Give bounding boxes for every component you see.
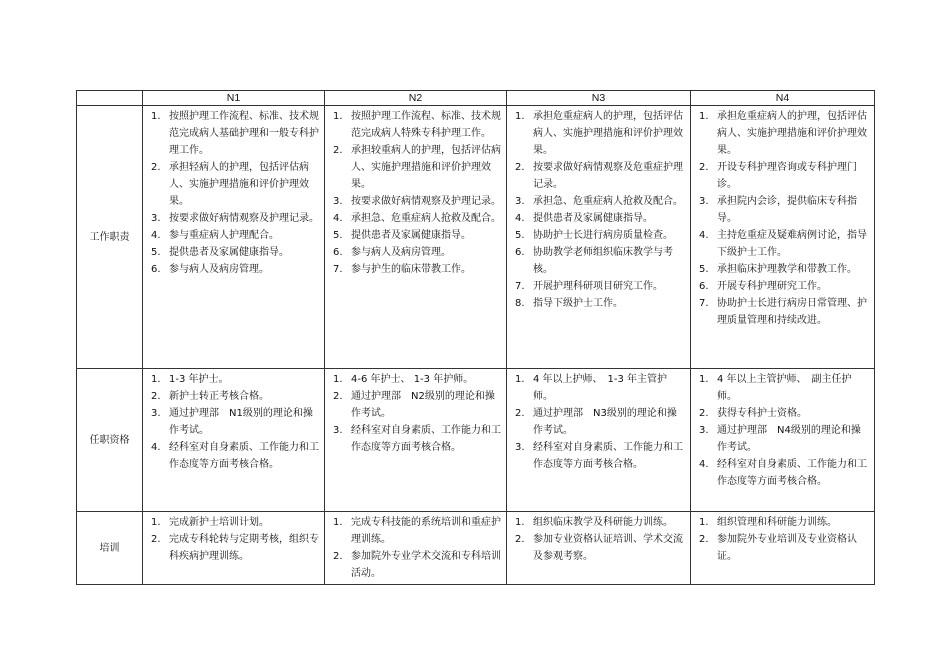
list-item-number: 4. (515, 213, 525, 224)
list-item-text: 协助护士长进行病房质量检查。 (533, 230, 673, 241)
list-item (695, 108, 870, 159)
list-item-text: 通过护理部 N2级别的理论和操作考试。 (351, 391, 495, 419)
list-item-number: 3. (515, 196, 525, 207)
numbered-list (147, 514, 320, 565)
list-item (329, 422, 502, 456)
list-item-number: 3. (515, 442, 525, 453)
list-item (695, 295, 870, 329)
list-item-number: 7. (699, 298, 709, 309)
list-item-number: 3. (333, 425, 343, 436)
list-item-number: 4. (333, 213, 343, 224)
list-item-number: 3. (151, 213, 161, 224)
list-item-number: 4. (151, 230, 161, 241)
table-cell (143, 106, 325, 369)
list-item-text: 获得专科护士资格。 (717, 408, 807, 419)
table-row (77, 512, 875, 585)
list-item (147, 405, 320, 439)
table-cell (691, 106, 875, 369)
list-item-text: 按要求做好病情观察及护理记录。 (351, 196, 501, 207)
list-item (695, 193, 870, 227)
row-label: 培训 (77, 512, 143, 585)
list-item-text: 完成新护士培训计划。 (169, 517, 269, 528)
list-item-number: 5. (333, 230, 343, 241)
list-item (511, 278, 686, 295)
list-item-number: 2. (151, 534, 161, 545)
list-item (511, 405, 686, 439)
list-item (511, 244, 686, 278)
numbered-list (695, 514, 870, 565)
list-item-text: 经科室对自身素质、工作能力和工作态度等方面考核合格。 (169, 442, 319, 470)
list-item-text: 开展护理科研项目研究工作。 (533, 281, 663, 292)
list-item-text: 参与护生的临床带教工作。 (351, 264, 471, 275)
list-item (147, 371, 320, 388)
list-item-number: 1. (333, 111, 343, 122)
list-item-number: 2. (333, 391, 343, 402)
list-item (147, 514, 320, 531)
list-item-text: 承担危重症病人的护理，包括评估病人、实施护理措施和评价护理效果。 (533, 111, 683, 156)
header-cell-blank (77, 91, 143, 106)
list-item-number: 4. (699, 230, 709, 241)
list-item-text: 新护士转正考核合格。 (169, 391, 269, 402)
table-row (77, 106, 875, 369)
table-cell (507, 512, 691, 585)
list-item (511, 295, 686, 312)
list-item-text: 按要求做好病情观察及危重症护理记录。 (533, 162, 683, 190)
list-item-text: 开展专科护理研究工作。 (717, 281, 827, 292)
list-item (329, 244, 502, 261)
list-item-number: 1. (333, 517, 343, 528)
table-cell (507, 106, 691, 369)
list-item-number: 2. (699, 408, 709, 419)
table-cell (507, 369, 691, 512)
list-item (511, 439, 686, 473)
list-item (695, 531, 870, 565)
list-item (329, 388, 502, 422)
table-cell (143, 369, 325, 512)
list-item (511, 159, 686, 193)
list-item (329, 514, 502, 548)
list-item-text: 主持危重症及疑难病例讨论，指导下级护士工作。 (717, 230, 867, 258)
list-item-text: 4 年以上主管护师、 副主任护师。 (717, 374, 852, 402)
list-item-number: 7. (333, 264, 343, 275)
list-item (695, 227, 870, 261)
list-item (695, 278, 870, 295)
list-item (147, 159, 320, 210)
list-item-number: 4. (699, 459, 709, 470)
list-item-text: 参与重症病人护理配合。 (169, 230, 279, 241)
table-cell (143, 512, 325, 585)
list-item-number: 1. (699, 374, 709, 385)
list-item-number: 2. (333, 551, 343, 562)
list-item (329, 193, 502, 210)
list-item (329, 108, 502, 142)
list-item (329, 142, 502, 193)
header-cell-n4: N4 (691, 91, 875, 106)
list-item-text: 通过护理部 N4级别的理论和操作考试。 (717, 425, 861, 453)
table-cell (691, 369, 875, 512)
list-item-number: 1. (699, 517, 709, 528)
row-label: 工作职责 (77, 106, 143, 369)
list-item-text: 协助护士长进行病房日常管理、护理质量管理和持续改进。 (717, 298, 867, 326)
list-item-number: 3. (151, 408, 161, 419)
table-cell (325, 369, 507, 512)
list-item-text: 提供患者及家属健康指导。 (169, 247, 289, 258)
list-item-number: 1. (515, 111, 525, 122)
list-item-text: 承担临床护理教学和带教工作。 (717, 264, 857, 275)
list-item (695, 422, 870, 456)
list-item-number: 1. (515, 517, 525, 528)
numbered-list (511, 371, 686, 473)
list-item (147, 108, 320, 159)
list-item-text: 承担急、危重症病人抢救及配合。 (533, 196, 683, 207)
list-item (147, 244, 320, 261)
list-item-number: 1. (151, 111, 161, 122)
list-item-text: 组织管理和科研能力训练。 (717, 517, 837, 528)
list-item-text: 按要求做好病情观察及护理记录。 (169, 213, 319, 224)
list-item (695, 261, 870, 278)
list-item (695, 159, 870, 193)
list-item-number: 5. (699, 264, 709, 275)
list-item-text: 按照护理工作流程、标准、技术规范完成病人特殊专科护理工作。 (351, 111, 501, 139)
list-item (329, 371, 502, 388)
numbered-list (147, 371, 320, 473)
table-cell (325, 106, 507, 369)
list-item-text: 提供患者及家属健康指导。 (351, 230, 471, 241)
numbered-list (695, 108, 870, 329)
list-item-number: 6. (333, 247, 343, 258)
list-item (695, 514, 870, 531)
list-item-text: 按照护理工作流程、标准、技术规范完成病人基础护理和一般专科护理工作。 (169, 111, 319, 156)
list-item-number: 1. (515, 374, 525, 385)
list-item-number: 2. (333, 145, 343, 156)
list-item (511, 108, 686, 159)
list-item-text: 4 年以上护师、 1-3 年主管护师。 (533, 374, 668, 402)
list-item (511, 193, 686, 210)
list-item-number: 1. (333, 374, 343, 385)
numbered-list (511, 108, 686, 312)
list-item-number: 3. (333, 196, 343, 207)
list-item-text: 4-6 年护士、 1-3 年护师。 (351, 374, 474, 385)
list-item-text: 参加院外专业培训及专业资格认证。 (717, 534, 857, 562)
list-item-text: 承担轻病人的护理，包括评估病人、实施护理措施和评价护理效果。 (169, 162, 309, 207)
list-item (511, 371, 686, 405)
list-item-number: 7. (515, 281, 525, 292)
list-item-text: 参与病人及病房管理。 (351, 247, 451, 258)
list-item (695, 456, 870, 490)
numbered-list (329, 514, 502, 582)
list-item-number: 2. (151, 162, 161, 173)
numbered-list (147, 108, 320, 278)
list-item (695, 371, 870, 405)
list-item-text: 指导下级护士工作。 (533, 298, 623, 309)
list-item-number: 2. (515, 534, 525, 545)
list-item-text: 承担急、危重症病人抢救及配合。 (351, 213, 501, 224)
list-item-number: 2. (515, 408, 525, 419)
row-label: 任职资格 (77, 369, 143, 512)
list-item-number: 6. (515, 247, 525, 258)
list-item-text: 承担院内会诊，提供临床专科指导。 (717, 196, 857, 224)
numbered-list (695, 371, 870, 490)
list-item-number: 6. (699, 281, 709, 292)
list-item-text: 承担较重病人的护理，包括评估病人、实施护理措施和评价护理效果。 (351, 145, 501, 190)
list-item-number: 8. (515, 298, 525, 309)
list-item-number: 3. (699, 196, 709, 207)
list-item-number: 1. (151, 374, 161, 385)
list-item-text: 经科室对自身素质、工作能力和工作态度等方面考核合格。 (533, 442, 683, 470)
list-item-number: 5. (151, 247, 161, 258)
list-item (329, 261, 502, 278)
list-item-text: 通过护理部 N1级别的理论和操作考试。 (169, 408, 313, 436)
table-cell (325, 512, 507, 585)
list-item-text: 1-3 年护士。 (169, 374, 229, 385)
header-cell-n1: N1 (143, 91, 325, 106)
list-item-text: 开设专科护理咨询或专科护理门诊。 (717, 162, 857, 190)
numbered-list (329, 371, 502, 456)
table-cell (691, 512, 875, 585)
list-item (147, 531, 320, 565)
list-item-text: 经科室对自身素质、工作能力和工作态度等方面考核合格。 (351, 425, 501, 453)
list-item (329, 548, 502, 582)
list-item-text: 通过护理部 N3级别的理论和操作考试。 (533, 408, 677, 436)
list-item (147, 210, 320, 227)
list-item-number: 6. (151, 264, 161, 275)
table-row (77, 369, 875, 512)
list-item (147, 227, 320, 244)
list-item-number: 4. (151, 442, 161, 453)
list-item (147, 439, 320, 473)
list-item-text: 参加院外专业学术交流和专科培训活动。 (351, 551, 501, 579)
list-item (511, 210, 686, 227)
list-item-number: 2. (151, 391, 161, 402)
list-item (511, 227, 686, 244)
header-cell-n2: N2 (325, 91, 507, 106)
list-item-text: 参加专业资格认证培训、学术交流及参观考察。 (533, 534, 683, 562)
list-item (329, 210, 502, 227)
list-item-text: 提供患者及家属健康指导。 (533, 213, 653, 224)
list-item-number: 2. (515, 162, 525, 173)
list-item-number: 2. (699, 534, 709, 545)
list-item-text: 组织临床教学及科研能力训练。 (533, 517, 673, 528)
list-item-text: 参与病人及病房管理。 (169, 264, 269, 275)
list-item-text: 承担危重症病人的护理，包括评估病人、实施护理措施和评价护理效果。 (717, 111, 867, 156)
list-item-text: 完成专科轮转与定期考核，组织专科疾病护理训练。 (169, 534, 319, 562)
numbered-list (329, 108, 502, 278)
list-item (511, 531, 686, 565)
list-item-text: 经科室对自身素质、工作能力和工作态度等方面考核合格。 (717, 459, 867, 487)
header-cell-n3: N3 (507, 91, 691, 106)
list-item-text: 完成专科技能的系统培训和重症护理训练。 (351, 517, 501, 545)
list-item-text: 协助教学老师组织临床教学与考核。 (533, 247, 673, 275)
list-item-number: 3. (699, 425, 709, 436)
list-item (147, 388, 320, 405)
list-item-number: 1. (151, 517, 161, 528)
list-item-number: 2. (699, 162, 709, 173)
nursing-level-table (76, 90, 875, 585)
list-item-number: 1. (699, 111, 709, 122)
list-item (147, 261, 320, 278)
list-item-number: 5. (515, 230, 525, 241)
numbered-list (511, 514, 686, 565)
header-row (77, 91, 875, 106)
list-item (695, 405, 870, 422)
list-item (511, 514, 686, 531)
list-item (329, 227, 502, 244)
